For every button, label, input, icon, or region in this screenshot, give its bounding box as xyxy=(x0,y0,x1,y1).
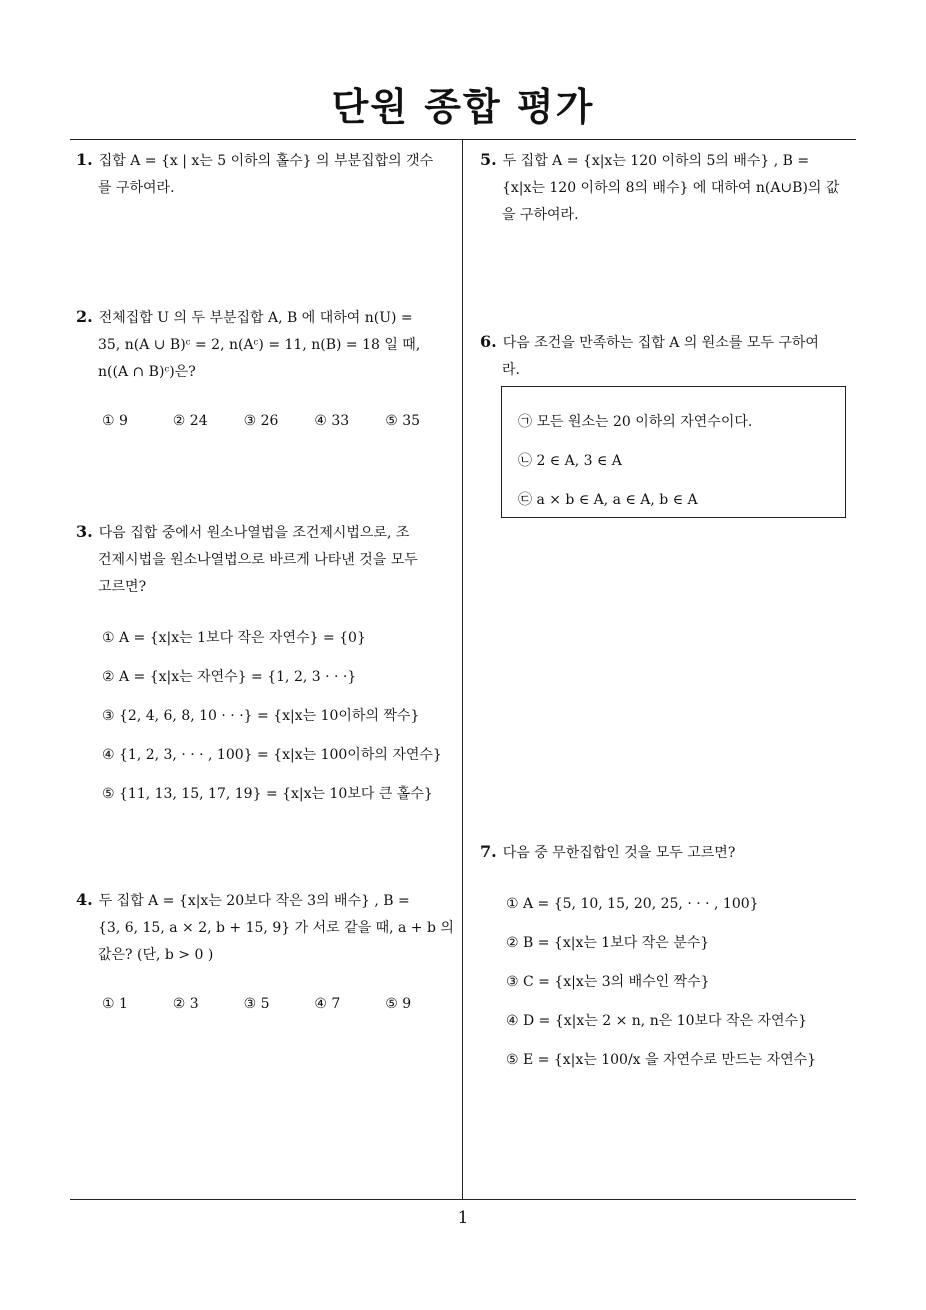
option: ② A = {x|x는 자연수} = {1, 2, 3 · · ·} xyxy=(102,669,357,685)
page-number: 1 xyxy=(457,1208,469,1228)
problem-text-line: 두 집합 A = {x|x는 120 이하의 5의 배수} , B = xyxy=(502,153,810,169)
problem-text-line: 전체집합 U 의 두 부분집합 A, B 에 대하여 n(U) = xyxy=(98,310,413,326)
choice: ⑤ 9 xyxy=(385,996,412,1012)
answer-options xyxy=(480,885,860,1080)
choice: ① 9 xyxy=(102,413,128,429)
problem-text-line: 35, n(A ∪ B)ᶜ = 2, n(Aᶜ) = 11, n(B) = 18 일 때, xyxy=(98,337,421,353)
option: ① A = {x|x는 1보다 작은 자연수} = {0} xyxy=(102,630,366,646)
problem-text-line: 고르면? xyxy=(98,579,147,595)
problem-text-line: 건제시법을 원소나열법으로 바르게 나타낸 것을 모두 xyxy=(98,552,418,568)
condition: ㉡ 2 ∈ A, 3 ∈ A xyxy=(518,453,622,469)
choice: ③ 5 xyxy=(243,996,270,1012)
problem-text-line: 을 구하여라. xyxy=(502,207,579,223)
bottom-divider xyxy=(70,1199,856,1200)
problem-6 xyxy=(480,328,860,384)
choice: ① 1 xyxy=(102,996,128,1012)
top-divider xyxy=(70,139,856,140)
option: ⑤ {11, 13, 15, 17, 19} = {x|x는 10보다 큰 홀수} xyxy=(102,786,433,802)
problem-text-line: 다음 집합 중에서 원소나열법을 조건제시법으로, 조 xyxy=(98,525,410,541)
answer-choices xyxy=(76,991,456,1018)
option: ④ {1, 2, 3, · · · , 100} = {x|x는 100이하의 자연수} xyxy=(102,747,442,763)
problem-text-line: n((A ∩ B)ᶜ)은? xyxy=(98,364,196,380)
choice: ④ 33 xyxy=(314,413,350,429)
problem-text-line: 라. xyxy=(502,362,520,378)
problem-7 xyxy=(480,838,860,1080)
condition: ㉢ a × b ∈ A, a ∈ A, b ∈ A xyxy=(518,492,698,508)
choice: ② 24 xyxy=(172,413,208,429)
problem-text-line: 를 구하여라. xyxy=(98,180,175,196)
problem-text-line: 두 집합 A = {x|x는 20보다 작은 3의 배수} , B = xyxy=(98,893,410,909)
problem-text-line: {x|x는 120 이하의 8의 배수} 에 대하여 n(A∪B)의 값 xyxy=(502,180,840,196)
option: ③ {2, 4, 6, 8, 10 · · ·} = {x|x는 10이하의 짝수} xyxy=(102,708,420,724)
problem-text-line: 값은? (단, b > 0 ) xyxy=(98,947,214,963)
problem-1 xyxy=(76,146,456,202)
problem-number: 2. xyxy=(76,307,93,326)
problem-text-line: 다음 중 무한집합인 것을 모두 고르면? xyxy=(502,845,736,861)
choice: ② 3 xyxy=(172,996,199,1012)
problem-text-line: 집합 A = {x | x는 5 이하의 홀수} 의 부분집합의 갯수 xyxy=(98,153,434,169)
conditions-box xyxy=(501,386,846,518)
answer-options xyxy=(76,619,456,814)
column-divider xyxy=(462,139,463,1200)
option: ① A = {5, 10, 15, 20, 25, · · · , 100} xyxy=(506,896,759,912)
choice: ⑤ 35 xyxy=(385,413,421,429)
problem-number: 6. xyxy=(480,332,497,351)
choice: ③ 26 xyxy=(243,413,279,429)
problem-4 xyxy=(76,886,456,1018)
problem-number: 1. xyxy=(76,150,93,169)
option: ② B = {x|x는 1보다 작은 분수} xyxy=(506,935,710,951)
option: ⑤ E = {x|x는 100/x 을 자연수로 만드는 자연수} xyxy=(506,1052,817,1068)
problem-2 xyxy=(76,303,456,435)
option: ④ D = {x|x는 2 × n, n은 10보다 작은 자연수} xyxy=(506,1013,807,1029)
page-title: 단원 종합 평가 xyxy=(331,85,595,129)
problem-3 xyxy=(76,518,456,814)
problem-text-line: {3, 6, 15, a × 2, b + 15, 9} 가 서로 같을 때, a + b 의 xyxy=(98,920,454,936)
problem-number: 4. xyxy=(76,890,93,909)
problem-5 xyxy=(480,146,860,229)
problem-number: 3. xyxy=(76,522,93,541)
choice: ④ 7 xyxy=(314,996,341,1012)
option: ③ C = {x|x는 3의 배수인 짝수} xyxy=(506,974,710,990)
answer-choices xyxy=(76,408,456,435)
problem-number: 7. xyxy=(480,842,497,861)
condition: ㉠ 모든 원소는 20 이하의 자연수이다. xyxy=(518,414,753,430)
problem-number: 5. xyxy=(480,150,497,169)
problem-text-line: 다음 조건을 만족하는 집합 A 의 원소를 모두 구하여 xyxy=(502,335,819,351)
